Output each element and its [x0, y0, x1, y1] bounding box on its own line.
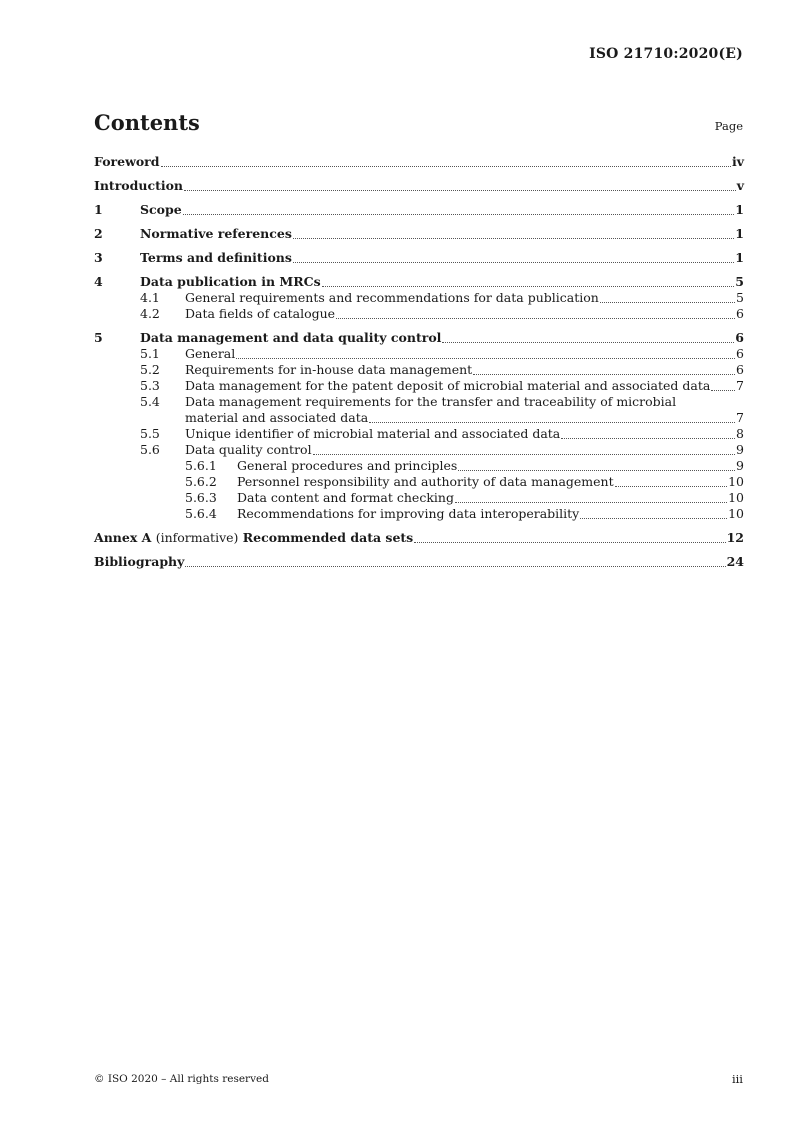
toc-title: Data management and data quality control — [140, 330, 442, 345]
toc-page: 6 — [735, 330, 744, 345]
toc-title: Terms and definitions — [140, 250, 292, 265]
toc-title: General requirements and recommendations for data publication — [185, 290, 599, 305]
toc-number: 5.6.1 — [185, 458, 217, 473]
toc-page: 1 — [735, 250, 744, 265]
leader-dots — [184, 189, 736, 191]
toc-entry-5-6-1[interactable] — [94, 458, 744, 474]
toc-entry-5-1[interactable] — [94, 346, 744, 362]
document-reference: ISO 21710:2020(E) — [589, 46, 743, 62]
toc-entry-annex-a[interactable] — [94, 530, 744, 546]
toc-title: Data management for the patent deposit of microbial material and associated data — [185, 378, 711, 393]
toc-entry-5-4-continued[interactable] — [94, 410, 744, 426]
toc-number: 4.1 — [140, 290, 160, 305]
toc-number: 5.5 — [140, 426, 160, 441]
toc-entry-5-6[interactable] — [94, 442, 744, 458]
toc-number: 5 — [94, 330, 103, 345]
toc-title — [94, 530, 413, 546]
leader-dots — [600, 301, 735, 303]
toc-page: 6 — [736, 362, 744, 377]
toc-entry-normative-references[interactable] — [94, 226, 744, 242]
toc-number: 5.6.4 — [185, 506, 217, 521]
leader-dots — [580, 517, 727, 519]
toc-page: 5 — [736, 290, 744, 305]
toc-page: 1 — [735, 226, 744, 241]
leader-dots — [236, 357, 735, 359]
toc-page: 8 — [736, 426, 744, 441]
toc-number: 5.6 — [140, 442, 160, 457]
toc-page: 10 — [728, 506, 744, 521]
toc-number: 4.2 — [140, 306, 160, 321]
toc-page: 10 — [728, 490, 744, 505]
toc-number: 5.6.3 — [185, 490, 217, 505]
toc-number: 4 — [94, 274, 103, 289]
toc-title: Data publication in MRCs — [140, 274, 321, 289]
leader-dots — [185, 565, 725, 567]
leader-dots — [322, 285, 735, 287]
table-of-contents — [94, 154, 744, 570]
toc-title-line2: material and associated data — [185, 410, 369, 425]
page-number: iii — [731, 1072, 743, 1086]
toc-entry-5-3[interactable] — [94, 378, 744, 394]
toc-title: Introduction — [94, 178, 184, 193]
toc-entry-5-6-3[interactable] — [94, 490, 744, 506]
toc-page: 10 — [728, 474, 744, 489]
toc-entry-terms-definitions[interactable] — [94, 250, 744, 266]
leader-dots — [369, 421, 735, 423]
toc-entry-5-2[interactable] — [94, 362, 744, 378]
toc-title: Bibliography — [94, 554, 185, 569]
toc-page: 12 — [726, 530, 744, 545]
toc-title: Data quality control — [185, 442, 312, 457]
toc-page: 7 — [736, 410, 744, 425]
toc-page: iv — [731, 154, 744, 169]
leader-dots — [458, 469, 735, 471]
toc-number: 5.6.2 — [185, 474, 217, 489]
toc-title: General — [185, 346, 236, 361]
toc-title: Requirements for in-house data management — [185, 362, 473, 377]
toc-page: 9 — [736, 458, 744, 473]
toc-entry-5-5[interactable] — [94, 426, 744, 442]
toc-title: Data fields of catalogue — [185, 306, 336, 321]
leader-dots — [455, 501, 727, 503]
toc-title: Recommendations for improving data interoperability — [237, 506, 580, 521]
toc-number: 5.2 — [140, 362, 160, 377]
leader-dots — [161, 165, 731, 167]
toc-number: 5.4 — [140, 394, 160, 409]
annex-title: Recommended data sets — [242, 530, 414, 545]
leader-dots — [183, 213, 735, 215]
toc-entry-4-2[interactable] — [94, 306, 744, 322]
leader-dots — [336, 317, 735, 319]
leader-dots — [615, 485, 727, 487]
toc-entry-foreword[interactable] — [94, 154, 744, 170]
toc-entry-data-publication[interactable] — [94, 274, 744, 290]
toc-page: 24 — [726, 554, 744, 569]
leader-dots — [473, 373, 735, 375]
toc-number: 5.1 — [140, 346, 160, 361]
toc-entry-introduction[interactable] — [94, 178, 744, 194]
leader-dots — [313, 453, 735, 455]
toc-title: Unique identifier of microbial material and associated data — [185, 426, 561, 441]
leader-dots — [293, 261, 734, 263]
leader-dots — [293, 237, 734, 239]
annex-qualifier: (informative) — [155, 530, 239, 545]
toc-page: v — [736, 178, 744, 193]
annex-prefix: Annex A — [94, 530, 152, 545]
toc-entry-scope[interactable] — [94, 202, 744, 218]
toc-page: 6 — [736, 306, 744, 321]
toc-number: 2 — [94, 226, 103, 241]
toc-entry-bibliography[interactable] — [94, 554, 744, 570]
toc-entry-5-4[interactable] — [94, 394, 744, 410]
toc-number: 1 — [94, 202, 103, 217]
contents-heading: Contents — [94, 110, 200, 135]
toc-title: Scope — [140, 202, 182, 217]
toc-title: Foreword — [94, 154, 160, 169]
toc-entry-data-management[interactable] — [94, 330, 744, 346]
page-column-label: Page — [714, 119, 743, 133]
toc-page: 5 — [735, 274, 744, 289]
leader-dots — [414, 541, 725, 543]
toc-entry-5-6-2[interactable] — [94, 474, 744, 490]
toc-entry-4-1[interactable] — [94, 290, 744, 306]
leader-dots — [442, 341, 734, 343]
toc-page: 7 — [736, 378, 744, 393]
toc-entry-5-6-4[interactable] — [94, 506, 744, 522]
leader-dots — [711, 389, 735, 391]
toc-title: Data content and format checking — [237, 490, 454, 505]
copyright-notice: © ISO 2020 – All rights reserved — [94, 1073, 269, 1085]
toc-page: 9 — [736, 442, 744, 457]
leader-dots — [561, 437, 735, 439]
toc-title-line1: Data management requirements for the transfer and traceability of microbial — [185, 394, 677, 409]
toc-number: 5.3 — [140, 378, 160, 393]
toc-title: Normative references — [140, 226, 292, 241]
toc-page: 6 — [736, 346, 744, 361]
toc-title: General procedures and principles — [237, 458, 458, 473]
toc-page: 1 — [735, 202, 744, 217]
toc-number: 3 — [94, 250, 103, 265]
toc-title: Personnel responsibility and authority of data management — [237, 474, 614, 489]
